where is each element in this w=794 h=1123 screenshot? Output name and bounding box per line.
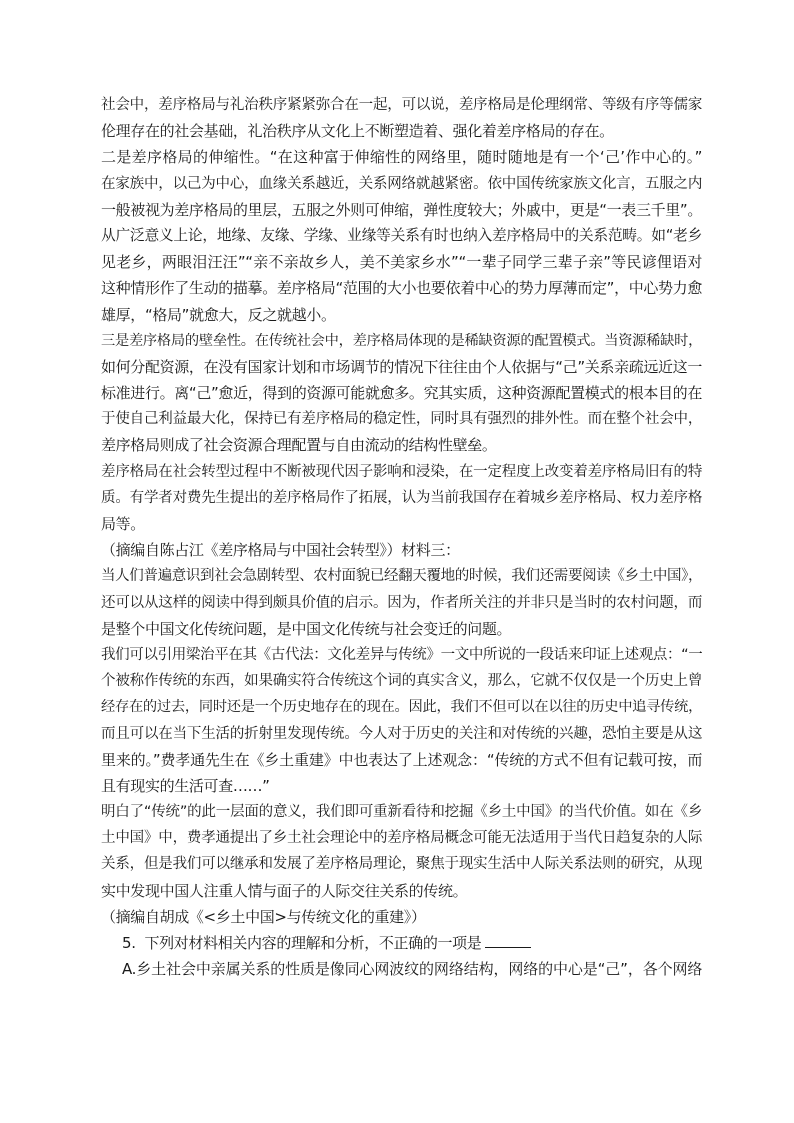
text-line: 差序格局则成了社会资源合理配置与自由流动的结构性壁垒。 [101, 436, 497, 455]
text-line: 质。有学者对费先生提出的差序格局作了拓展，认为当前我国存在着城乡差序格局、权力差序格 [101, 489, 702, 506]
text-line: 是整个中国文化传统问题，是中国文化传统与社会变迁的问题。 [101, 619, 512, 638]
text-line: 在家族中，以己为中心，血缘关系越近，关系网络就越紧密。依中国传统家族文化言，五服之内 [101, 175, 702, 192]
question-5 [101, 930, 702, 956]
text-line: 局等。 [101, 515, 145, 533]
answer-blank [485, 933, 531, 948]
text-line: 明白了“传统”的此一层面的意义，我们即可重新看待和挖掘《乡土中国》的当代价值。如在《乡 [101, 804, 702, 821]
text-line: 里来的。”费孝通先生在《乡土重建》中也表达了上述观念：“传统的方式不但有记载可按，而 [101, 750, 702, 769]
text-line: 雄厚，“格局”就愈大，反之就越小。 [101, 305, 336, 324]
text-line: 伦理存在的社会基础，礼治秩序从文化上不断塑造着、强化着差序格局的存在。 [101, 122, 614, 141]
text-line: 这种情形作了生动的描摹。差序格局“范围的大小也要依着中心的势力厚薄而定”，中心势力愈 [101, 279, 702, 298]
text-line: 如何分配资源，在没有国家计划和市场调节的情况下往往由个人依据与“己”关系亲疏远近这一 [101, 357, 702, 376]
text-line: 差序格局在社会转型过程中不断被现代因子影响和浸染，在一定程度上改变着差序格局旧有的特 [101, 463, 702, 480]
text-line: 个被称作传统的东西，如果确实符合传统这个词的真实含义，那么，它就不仅仅是一个历史上曾 [101, 673, 702, 690]
question-number: 5. [122, 934, 136, 952]
text-line: 当人们普遍意识到社会急剧转型、农村面貌已经翻天覆地的时候，我们还需要阅读《乡土中国》， [101, 568, 702, 585]
text-line: 一般被视为差序格局的里层，五服之外则可伸缩，弹性度较大；外戚中，更是“一表三千里”。 [101, 200, 702, 219]
option-a: A.乡土社会中亲属关系的性质是像同心网波纹的网络结构，网络的中心是“己”，各个网络 [122, 960, 702, 979]
text-line: 二是差序格局的伸缩性。“在这种富于伸缩性的网络里，随时随地是有一个‘己’作中心的。” [101, 148, 702, 167]
document-body [101, 92, 702, 982]
text-line: 从广泛意义上论，地缘、友缘、学缘、业缘等关系有时也纳入差序格局中的关系范畴。如“老乡 [101, 226, 702, 244]
text-line: 我们可以引用梁治平在其《古代法：文化差异与传统》一文中所说的一段话来印证上述观点：“一 [101, 646, 702, 663]
text-line: 见老乡，两眼泪汪汪”“亲不亲故乡人，美不美家乡水”“一辈子同学三辈子亲”等民谚俚语对 [101, 253, 702, 272]
text-line: 土中国》中，费孝通提出了乡土社会理论中的差序格局概念可能无法适用于当代日趋复杂的人际 [101, 830, 702, 847]
source-citation: （摘编自陈占江《差序格局与中国社会转型》）材料三： [101, 541, 460, 560]
source-citation: （摘编自胡成《<乡土中国>与传统文化的重建》） [101, 907, 426, 926]
text-line: 实中发现中国人注重人情与面子的人际交往关系的传统。 [101, 881, 468, 900]
text-line: 标准进行。离“己”愈近，得到的资源可能就愈多。究其实质，这种资源配置模式的根本目的在 [101, 384, 702, 403]
text-line: 且有现实的生活可查……” [101, 776, 270, 795]
text-line: 而且可以在当下生活的折射里发现传统。今人对于历史的关注和对传统的兴趣，恐怕主要是从这 [101, 725, 702, 742]
text-line: 关系，但是我们可以继承和发展了差序格局理论，聚焦于现实生活中人际关系法则的研究，从现 [101, 856, 702, 873]
text-line: 三是差序格局的壁垒性。在传统社会中，差序格局体现的是稀缺资源的配置模式。当资源稀缺时， [101, 332, 702, 349]
text-line: 社会中，差序格局与礼治秩序紧紧弥合在一起，可以说，差序格局是伦理纲常、等级有序等儒家 [101, 97, 702, 113]
text-line: 经存在的过去，同时还是一个历史地存在的现在。因此，我们不但可以在以往的历史中追寻传统， [101, 699, 702, 716]
text-line: 还可以从这样的阅读中得到颇具价值的启示。因为，作者所关注的并非只是当时的农村问题，而 [101, 594, 702, 611]
text-line: 于使自己利益最大化，保持已有差序格局的稳定性，同时具有强烈的排外性。而在整个社会中， [101, 411, 702, 428]
question-text: 下列对材料相关内容的理解和分析，不正确的一项是 [144, 934, 482, 952]
